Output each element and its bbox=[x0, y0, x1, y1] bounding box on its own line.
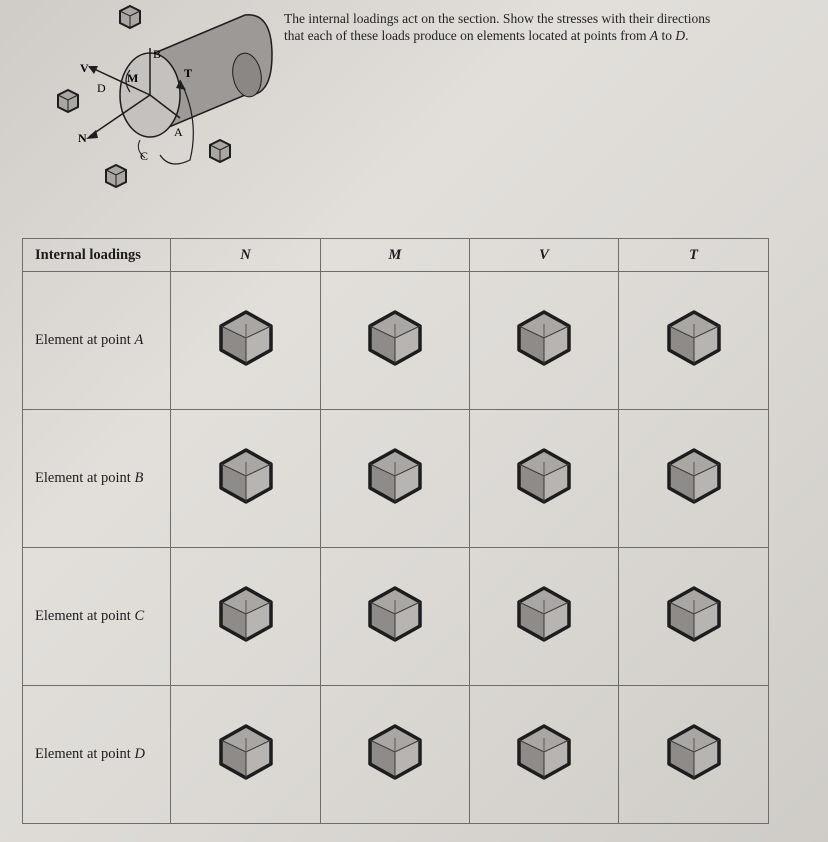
table-row bbox=[23, 410, 769, 548]
label-V: V bbox=[80, 61, 89, 75]
stress-element-cube-icon bbox=[364, 444, 426, 508]
cell-C-M[interactable] bbox=[321, 548, 470, 686]
cell-A-V[interactable] bbox=[470, 272, 619, 410]
table-header-row bbox=[23, 239, 769, 272]
header-N: N bbox=[171, 239, 321, 272]
cell-A-M[interactable] bbox=[321, 272, 470, 410]
stress-element-cube-icon bbox=[663, 306, 725, 370]
cell-C-V[interactable] bbox=[470, 548, 619, 686]
stress-element-cube-icon bbox=[663, 444, 725, 508]
cell-A-T[interactable] bbox=[619, 272, 769, 410]
stress-element-cube-icon bbox=[215, 720, 277, 784]
cell-A-N[interactable] bbox=[171, 272, 321, 410]
stress-element-cube-icon bbox=[663, 720, 725, 784]
label-A: A bbox=[174, 125, 183, 139]
cell-B-V[interactable] bbox=[470, 410, 619, 548]
table-row bbox=[23, 548, 769, 686]
problem-line-2-end: . bbox=[685, 28, 689, 43]
table-row bbox=[23, 272, 769, 410]
stress-element-cube-icon bbox=[364, 720, 426, 784]
stress-element-cube-icon bbox=[663, 582, 725, 646]
row-label-point-D bbox=[23, 686, 171, 824]
row-label-text: Element at point bbox=[35, 470, 135, 486]
label-N: N bbox=[78, 131, 87, 145]
row-label-point-A bbox=[23, 272, 171, 410]
cell-C-T[interactable] bbox=[619, 548, 769, 686]
label-C: C bbox=[140, 149, 149, 163]
stress-element-cube-icon bbox=[513, 444, 575, 508]
row-label-point: B bbox=[134, 470, 144, 486]
cell-B-M[interactable] bbox=[321, 410, 470, 548]
problem-line-1: The internal loadings act on the section. Show the stresses with their directions bbox=[284, 11, 711, 26]
cell-D-T[interactable] bbox=[619, 686, 769, 824]
row-label-text: Element at point bbox=[35, 746, 135, 762]
row-label-text: Element at point bbox=[35, 332, 135, 348]
cell-D-M[interactable] bbox=[321, 686, 470, 824]
problem-line-2-mid: to bbox=[658, 28, 676, 43]
cell-C-N[interactable] bbox=[171, 548, 321, 686]
label-M: M bbox=[127, 71, 139, 85]
internal-loadings-table bbox=[22, 238, 769, 824]
problem-line-2-text: that each of these loads produce on elements located at points from bbox=[284, 28, 650, 43]
row-label-text: Element at point bbox=[35, 608, 135, 624]
shaft-figure bbox=[40, 0, 280, 200]
stress-element-cube-icon bbox=[513, 582, 575, 646]
shaft-diagram bbox=[40, 0, 280, 200]
header-internal-loadings: Internal loadings bbox=[23, 239, 171, 272]
cell-B-T[interactable] bbox=[619, 410, 769, 548]
stress-element-cube-icon bbox=[513, 306, 575, 370]
stress-element-cube-icon bbox=[364, 582, 426, 646]
stress-element-cube-icon bbox=[364, 306, 426, 370]
row-label-point: C bbox=[134, 608, 145, 624]
stress-element-cube-icon bbox=[215, 582, 277, 646]
cell-D-V[interactable] bbox=[470, 686, 619, 824]
row-label-point: A bbox=[134, 332, 144, 348]
header-V: V bbox=[470, 239, 619, 272]
stress-element-cube-icon bbox=[215, 444, 277, 508]
stress-element-cube-icon bbox=[215, 306, 277, 370]
point-start: A bbox=[649, 28, 659, 43]
label-T: T bbox=[184, 66, 193, 80]
header-M: M bbox=[321, 239, 470, 272]
point-end: D bbox=[675, 28, 686, 43]
problem-line-2 bbox=[284, 27, 804, 44]
cell-D-N[interactable] bbox=[171, 686, 321, 824]
label-D: D bbox=[97, 81, 106, 95]
row-label-point: D bbox=[134, 746, 145, 762]
row-label-point-C bbox=[23, 548, 171, 686]
table-row bbox=[23, 686, 769, 824]
label-B: B bbox=[153, 47, 162, 61]
header-T: T bbox=[619, 239, 769, 272]
stress-element-cube-icon bbox=[513, 720, 575, 784]
cell-B-N[interactable] bbox=[171, 410, 321, 548]
row-label-point-B bbox=[23, 410, 171, 548]
problem-statement bbox=[284, 10, 804, 44]
